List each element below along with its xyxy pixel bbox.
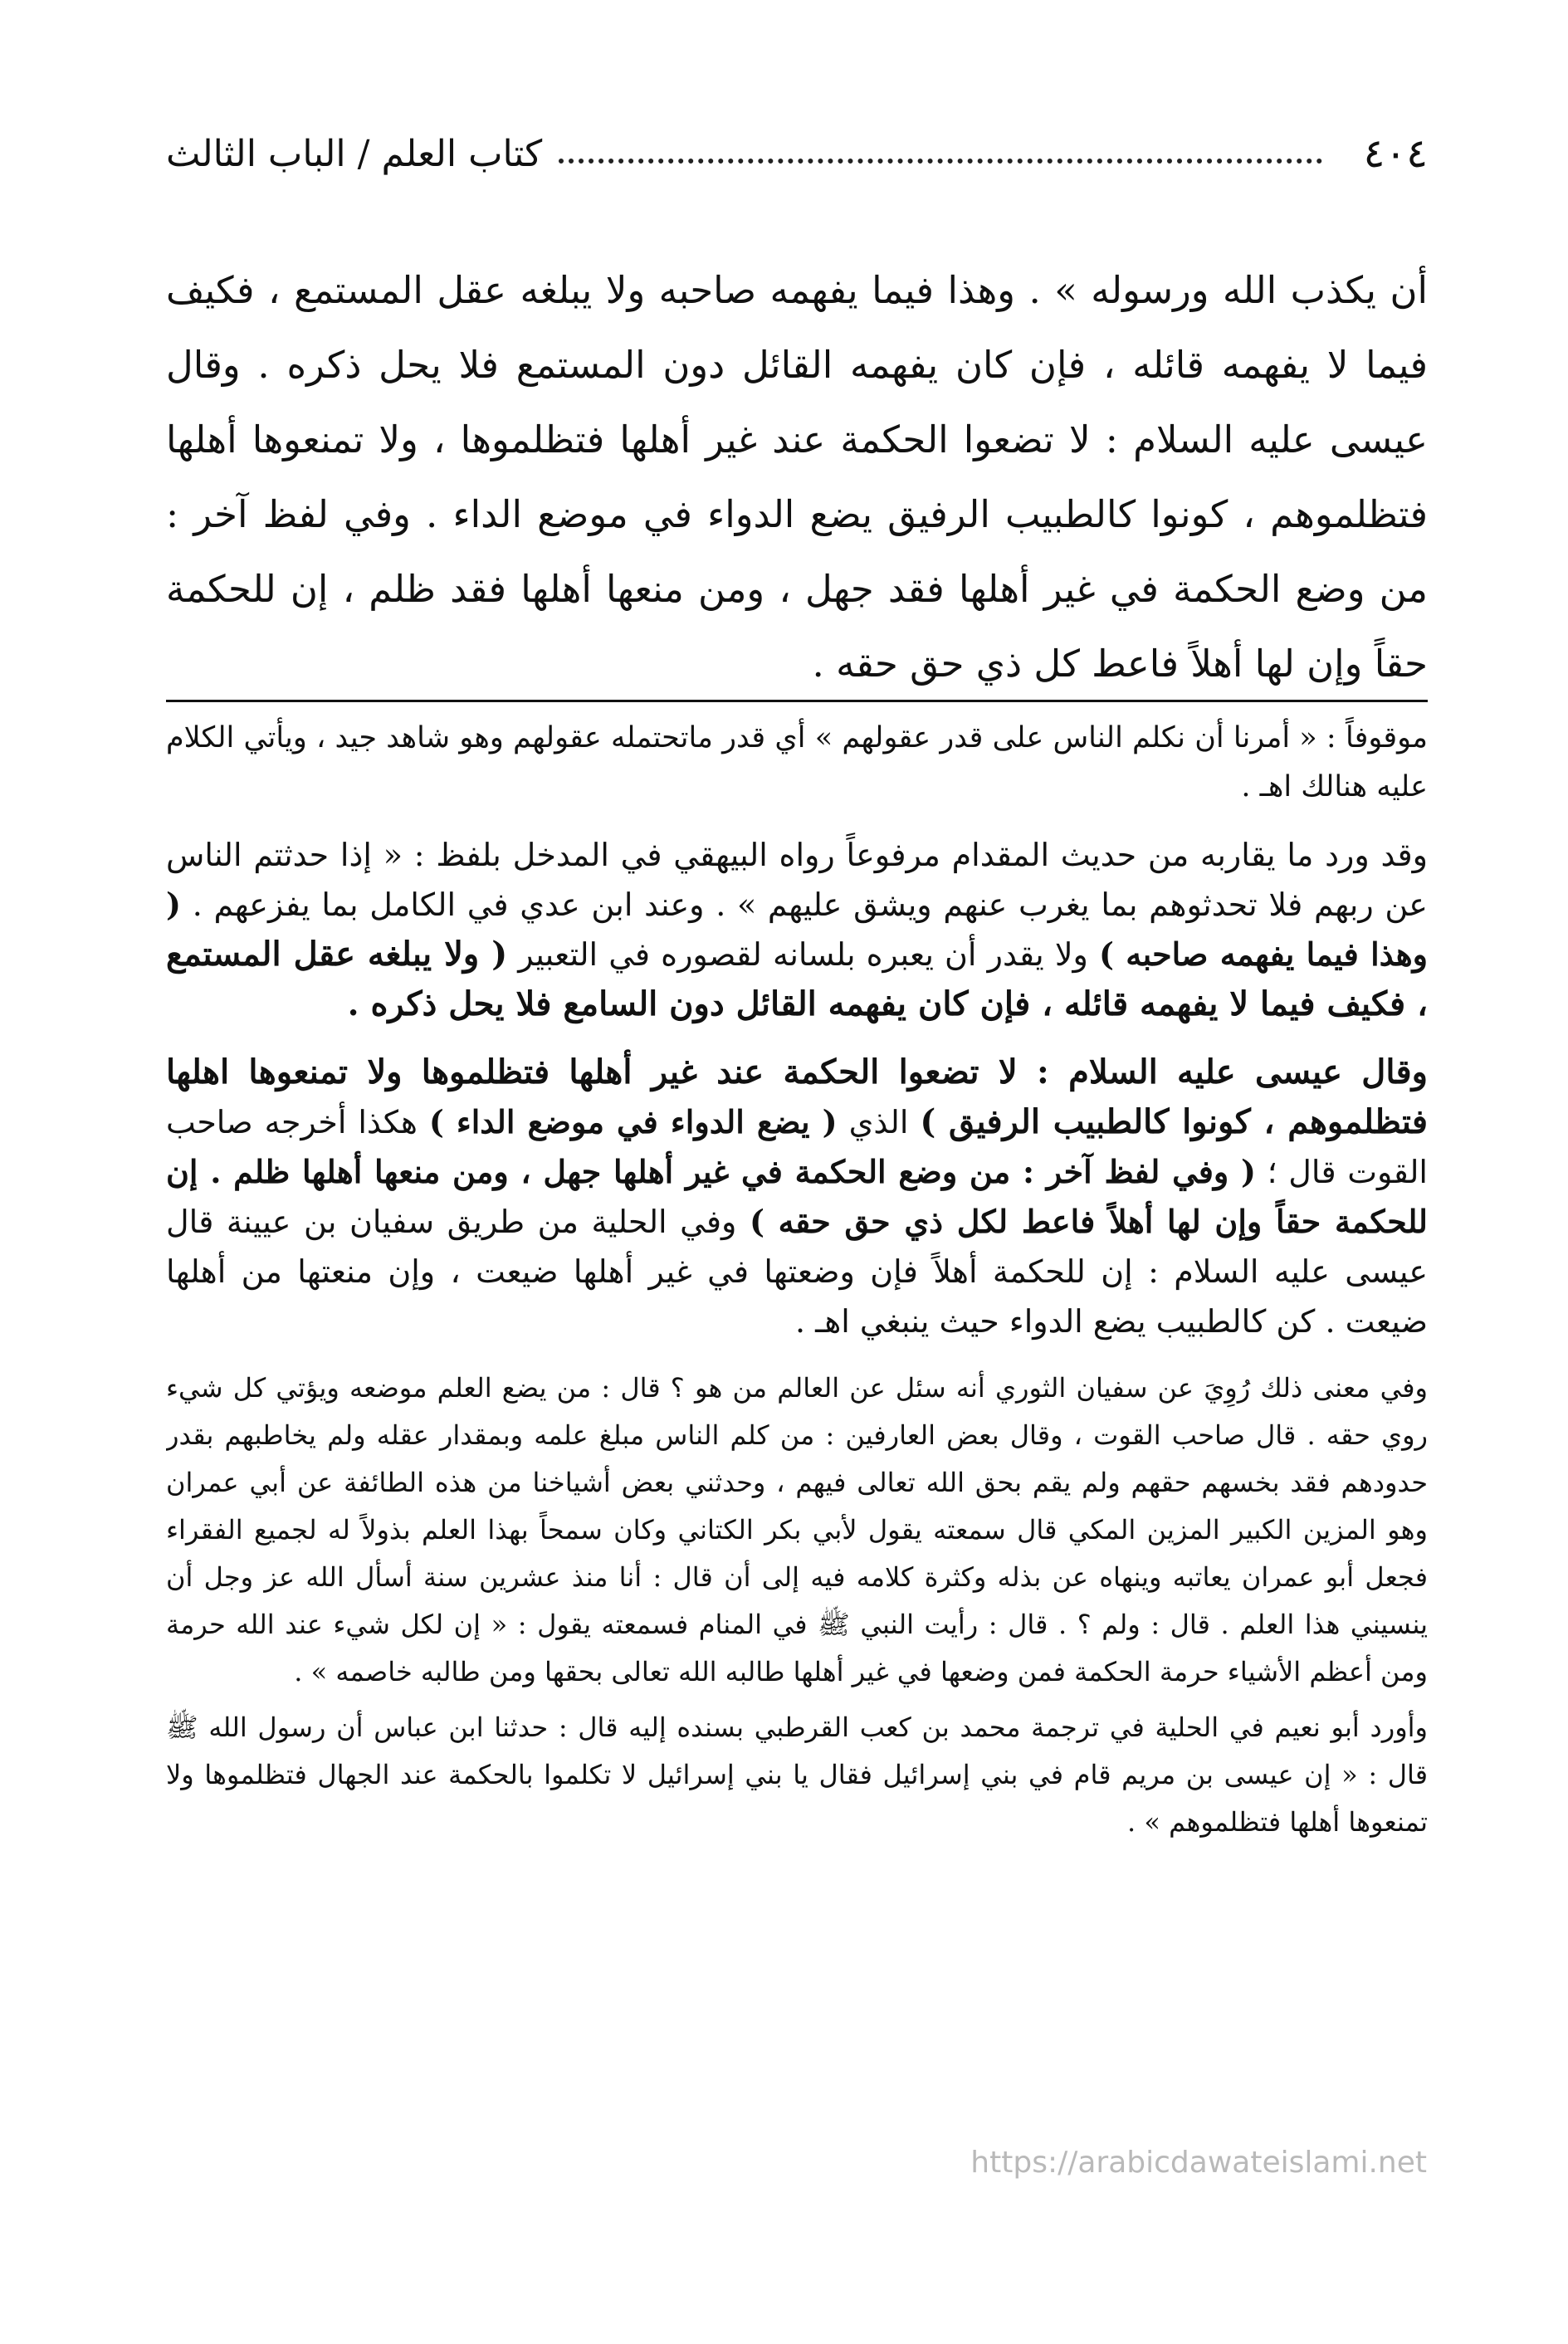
- main-text: [166, 253, 1428, 701]
- footnote-paragraph-4: وفي معنى ذلك رُوِيَ عن سفيان الثوري أنه سئل عن العالم من هو ؟ قال : من يضع العلم موضعه ويؤتي كل شيء روي حقه . قال صاحب القوت ، وقال بعض العارفين : من كلم الناس مبلغ علمه وبمقدار عقله ولم يخاطبهم بقدر حدودهم فقد بخسهم حقهم ولم يقم بحق الله تعالى فيهم ، وحدثني بعض أشياخنا من هذه الطائفة عن أبي عمران وهو المزين الكبير المزين المكي قال سمعته يقول لأبي بكر الكتاني وكان سمحاً بهذا العلم بذولاً له لجميع الفقراء فجعل أبو عمران يعاتبه وينهاه عن بذله وكثرة كلامه فيه إلى أن قال : أنا منذ عشرين سنة أسأل الله عز وجل أن ينسيني هذا العلم . قال : ولم ؟ . قال : رأيت النبي ﷺ في المنام فسمعته يقول : « إن لكل شيء عند الله حرمة ومن أعظم الأشياء حرمة الحكمة فمن وضعها في غير أهلها طالبه الله تعالى بحقها ومن طالبه خاصمه » .: [166, 1372, 1428, 1687]
- footnote-commentary: [166, 714, 1428, 2158]
- footnote-p2-text: وقد ورد ما يقاربه من حديث المقدام مرفوعاً رواه البيهقي في المدخل بلفظ : « إذا حدثتم الناس عن ربهم فلا تحدثوهم بما يغرب عنهم ويشق عليهم » . وعند ابن عدي في الكامل بما يفزعهم .: [166, 837, 1428, 923]
- footnote-divider: [166, 700, 1428, 702]
- footnote-p2-commentary: ولا يقدر أن يعبره بلسانه لقصوره في التعبير: [518, 936, 1088, 973]
- footnote-p3-matn-3: ( وفي لفظ آخر : من وضع الحكمة في غير أهلها جهل ، ومن منعها أهلها ظلم . إن للحكمة حقاً وإن لها أهلاً فاعط لكل ذي حق حقه ): [166, 1153, 1428, 1240]
- running-title: كتاب العلم / الباب الثالث: [166, 132, 543, 175]
- footnote-p2-quote: ( وهذا فيما يفهمه صاحبه ): [166, 886, 1428, 973]
- footnote-paragraph-2: [166, 830, 1428, 1029]
- footnote-p3-hilya: وفي الحلية من طريق سفيان بن عيينة قال عيسى عليه السلام : إن للحكمة أهلاً فإن وضعتها في غير أهلها ضيعت ، وإن منعتها من أهلها ضيعت . كن كالطبيب يضع الدواء حيث ينبغي اهـ .: [166, 1204, 1428, 1340]
- footnote-p2-matn: ( ولا يبلغه عقل المستمع ، فكيف فيما لا يفهمه قائله ، فإن كان يفهمه القائل دون السامع فلا يحل ذكره .: [166, 935, 1428, 1023]
- footnote-p3-matn: وقال عيسى عليه السلام : لا تضعوا الحكمة عند غير أهلها فتظلموها ولا تمنعوها اهلها فتظلموهم ، كونوا كالطبيب الرفيق ): [166, 1052, 1428, 1141]
- footnote-p3-text: الذي: [848, 1104, 909, 1140]
- page-header: [166, 125, 1428, 183]
- footnote-paragraph-3: [166, 1047, 1428, 1346]
- footnote-p3-matn-2: ( يضع الدواء في موضع الداء ): [428, 1103, 838, 1140]
- footnote-paragraph-1: موقوفاً : « أمرنا أن نكلم الناس على قدر عقولهم » أي قدر ماتحتمله عقولهم وهو شاهد جيد ، ويأتي الكلام عليه هنالك اهـ .: [166, 721, 1428, 803]
- page-number: ٤٠٤: [1363, 130, 1428, 177]
- watermark-url: https://arabicdawateislami.net: [970, 2146, 1427, 2180]
- footnote-paragraph-5: وأورد أبو نعيم في الحلية في ترجمة محمد بن كعب القرطبي بسنده إليه قال : حدثنا ابن عباس أن رسول الله ﷺ قال : « إن عيسى بن مريم قام في بني إسرائيل فقال يا بني إسرائيل لا تكلموا بالحكمة عند الجهال فتظلموها ولا تمنعوها أهلها فتظلموهم » .: [166, 1712, 1428, 1838]
- header-dotted-leader: [559, 159, 1321, 164]
- footnote-p3-commentary: هكذا أخرجه صاحب القوت قال ؛: [166, 1104, 1428, 1190]
- main-paragraph: أن يكذب الله ورسوله » . وهذا فيما يفهمه صاحبه ولا يبلغه عقل المستمع ، فكيف فيما لا يفهمه قائله ، فإن كان يفهمه القائل دون المستمع فلا يحل ذكره . وقال عيسى عليه السلام : لا تضعوا الحكمة عند غير أهلها فتظلموها ، ولا تمنعوها أهلها فتظلموهم ، كونوا كالطبيب الرفيق يضع الدواء في موضع الداء . وفي لفظ آخر : من وضع الحكمة في غير أهلها فقد جهل ، ومن منعها أهلها فقد ظلم ، إن للحكمة حقاً وإن لها أهلاً فاعط كل ذي حق حقه .: [166, 268, 1428, 686]
